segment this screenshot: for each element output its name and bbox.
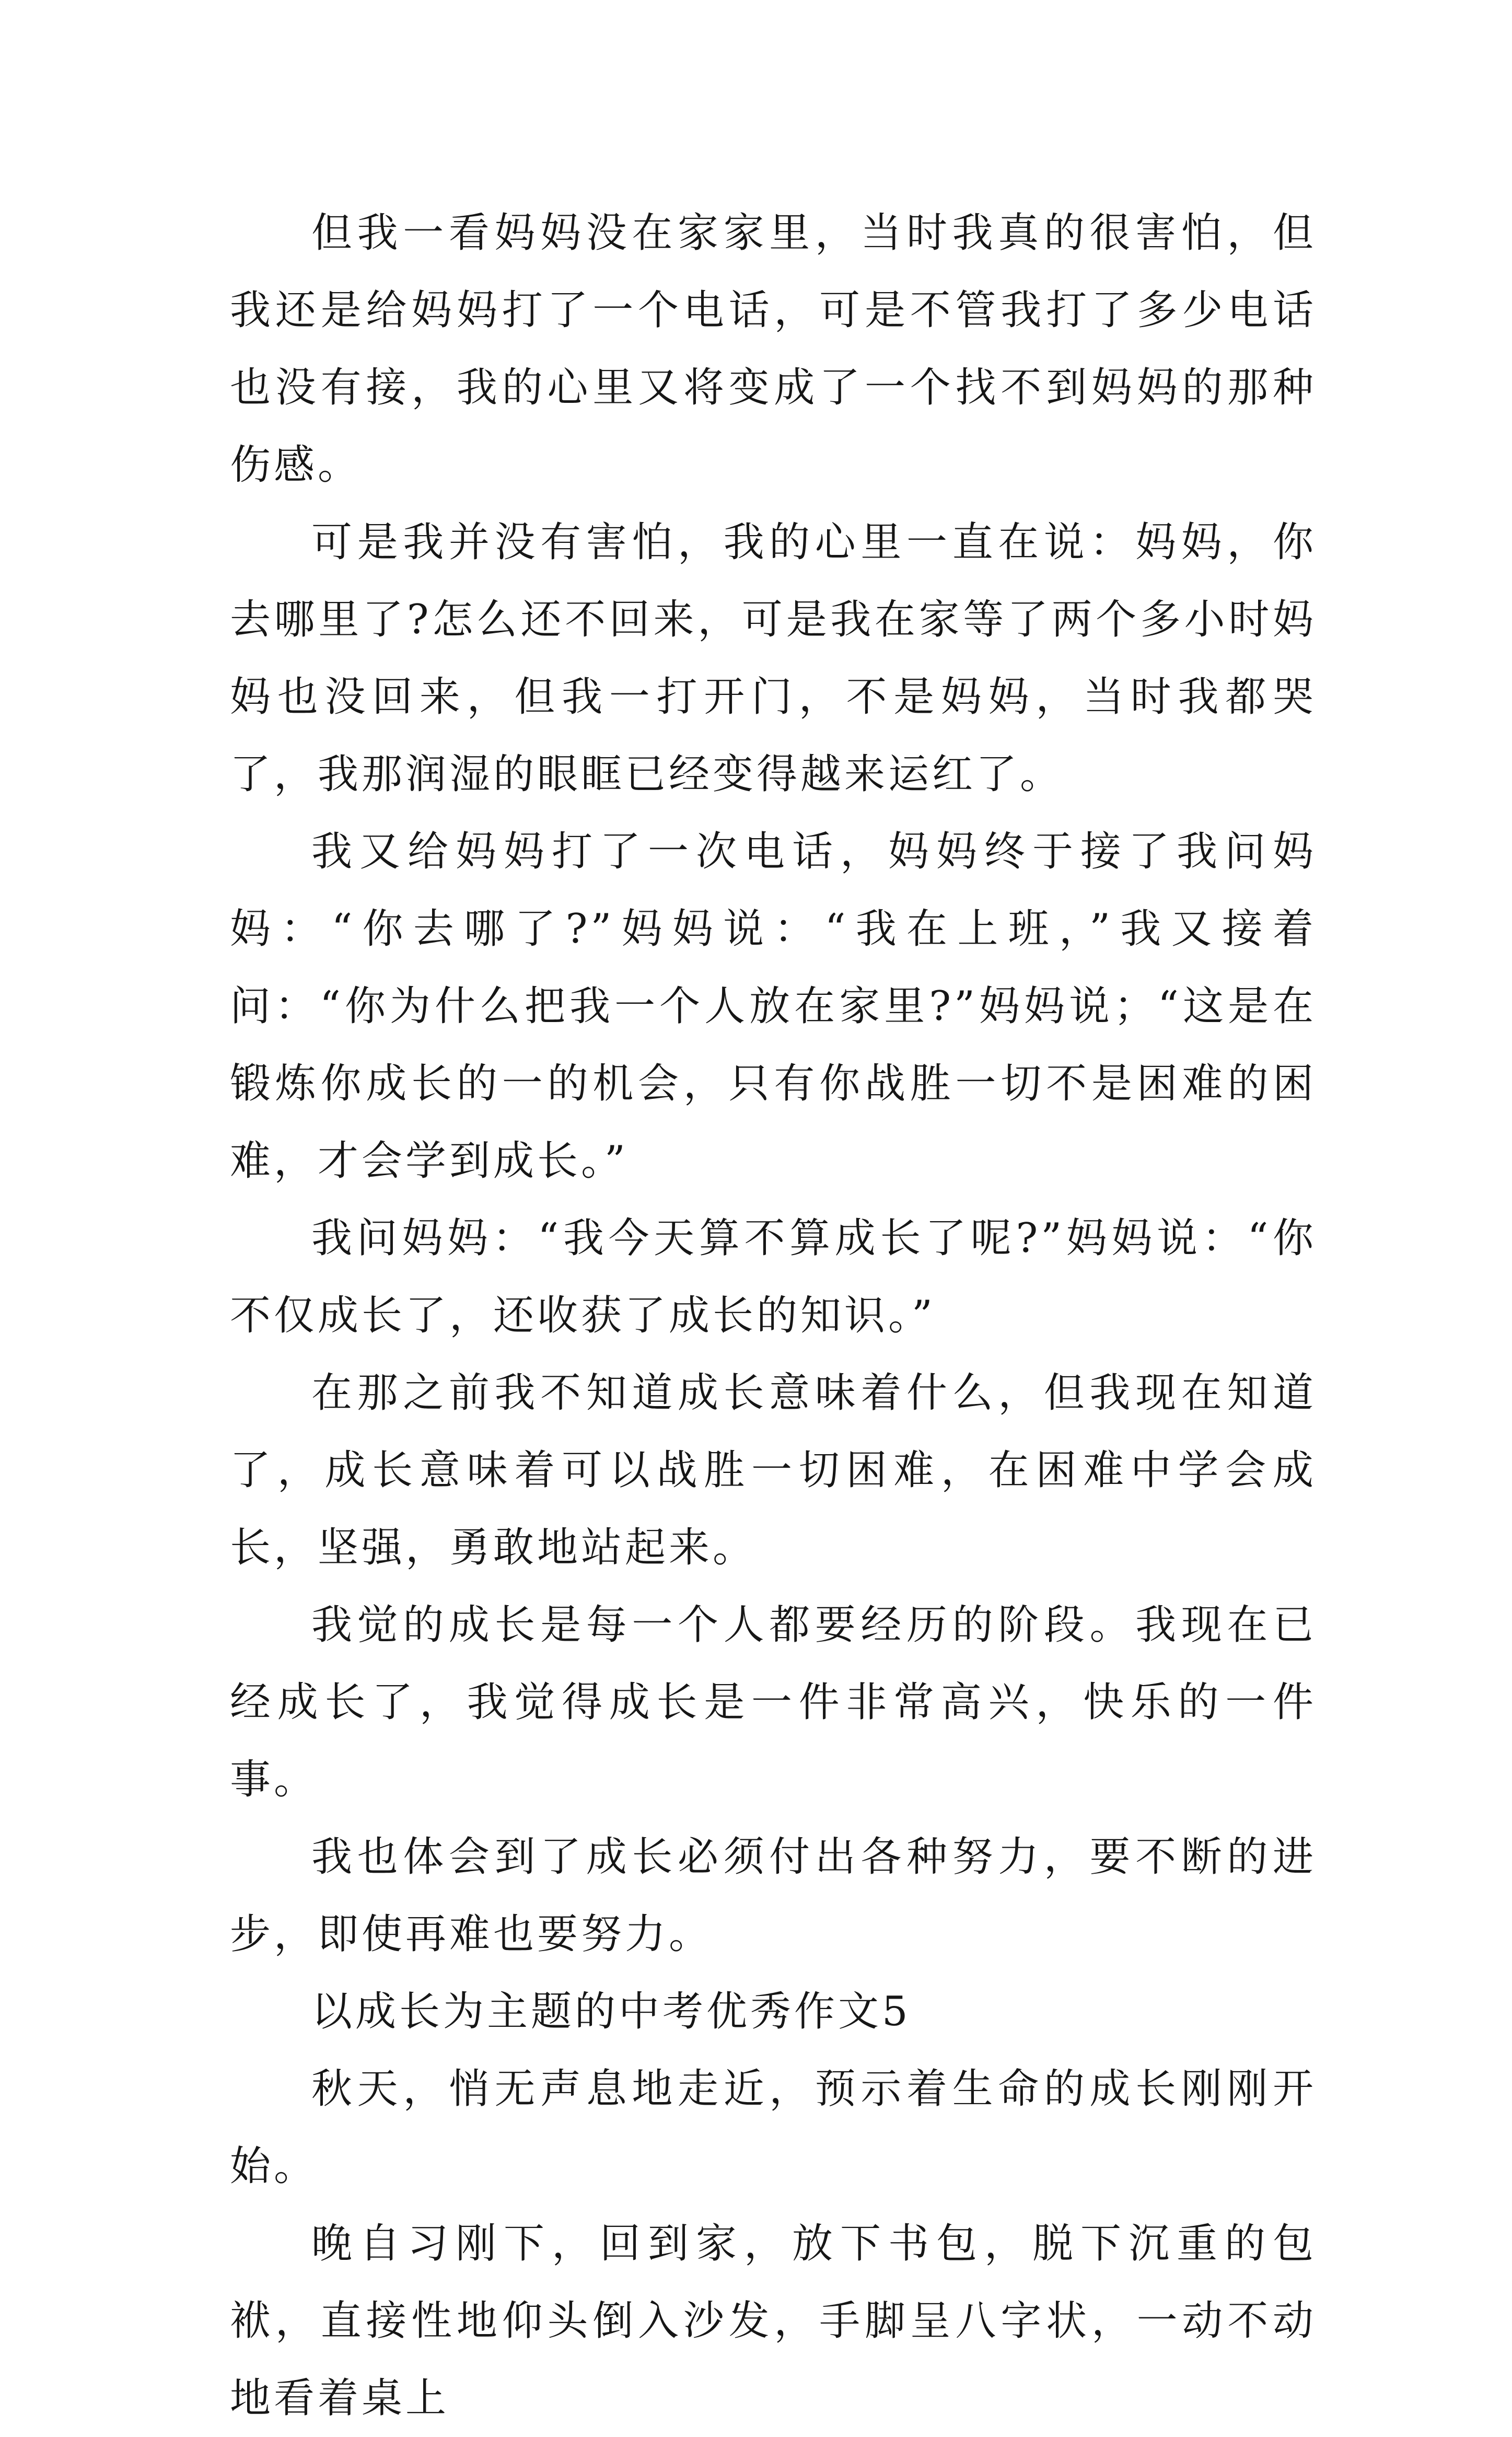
paragraph: 在那之前我不知道成长意味着什么，但我现在知道了，成长意味着可以战胜一切困难，在困难中学会成长，坚强，勇敢地站起来。 — [230, 1370, 1317, 1571]
section-heading: 以成长为主题的中考优秀作文5 — [311, 1988, 911, 2035]
paragraph: 晚自习刚下，回到家，放下书包，脱下沉重的包袱，直接性地仰头倒入沙发，手脚呈八字状，一动不动地看着桌上 — [230, 2220, 1317, 2422]
paragraph: 可是我并没有害怕，我的心里一直在说：妈妈，你去哪里了?怎么还不回来，可是我在家等了两个多小时妈妈也没回来，但我一打开门，不是妈妈，当时我都哭了，我那润湿的眼眶已经变得越来运红了。 — [230, 519, 1317, 798]
paragraph: 我问妈妈：“我今天算不算成长了呢?”妈妈说：“你不仅成长了，还收获了成长的知识。” — [230, 1215, 1317, 1339]
paragraph: 秋天，悄无声息地走近，预示着生命的成长刚刚开始。 — [230, 2065, 1317, 2190]
paragraph: 我觉的成长是每一个人都要经历的阶段。我现在已经成长了，我觉得成长是一件非常高兴，快乐的一件事。 — [230, 1602, 1317, 1803]
document-body — [230, 194, 1317, 2437]
paragraph: 但我一看妈妈没在家家里，当时我真的很害怕，但我还是给妈妈打了一个电话，可是不管我打了多少电话也没有接，我的心里又将变成了一个找不到妈妈的那种伤感。 — [230, 210, 1317, 489]
paragraph: 我又给妈妈打了一次电话，妈妈终于接了我问妈妈：“你去哪了?”妈妈说：“我在上班，”我又接着问：“你为什么把我一个人放在家里?”妈妈说；“这是在锻炼你成长的一的机会，只有你战胜一切不是困难的困难，才会学到成长。” — [230, 828, 1317, 1185]
paragraph: 我也体会到了成长必须付出各种努力，要不断的进步，即使再难也要努力。 — [230, 1833, 1317, 1958]
